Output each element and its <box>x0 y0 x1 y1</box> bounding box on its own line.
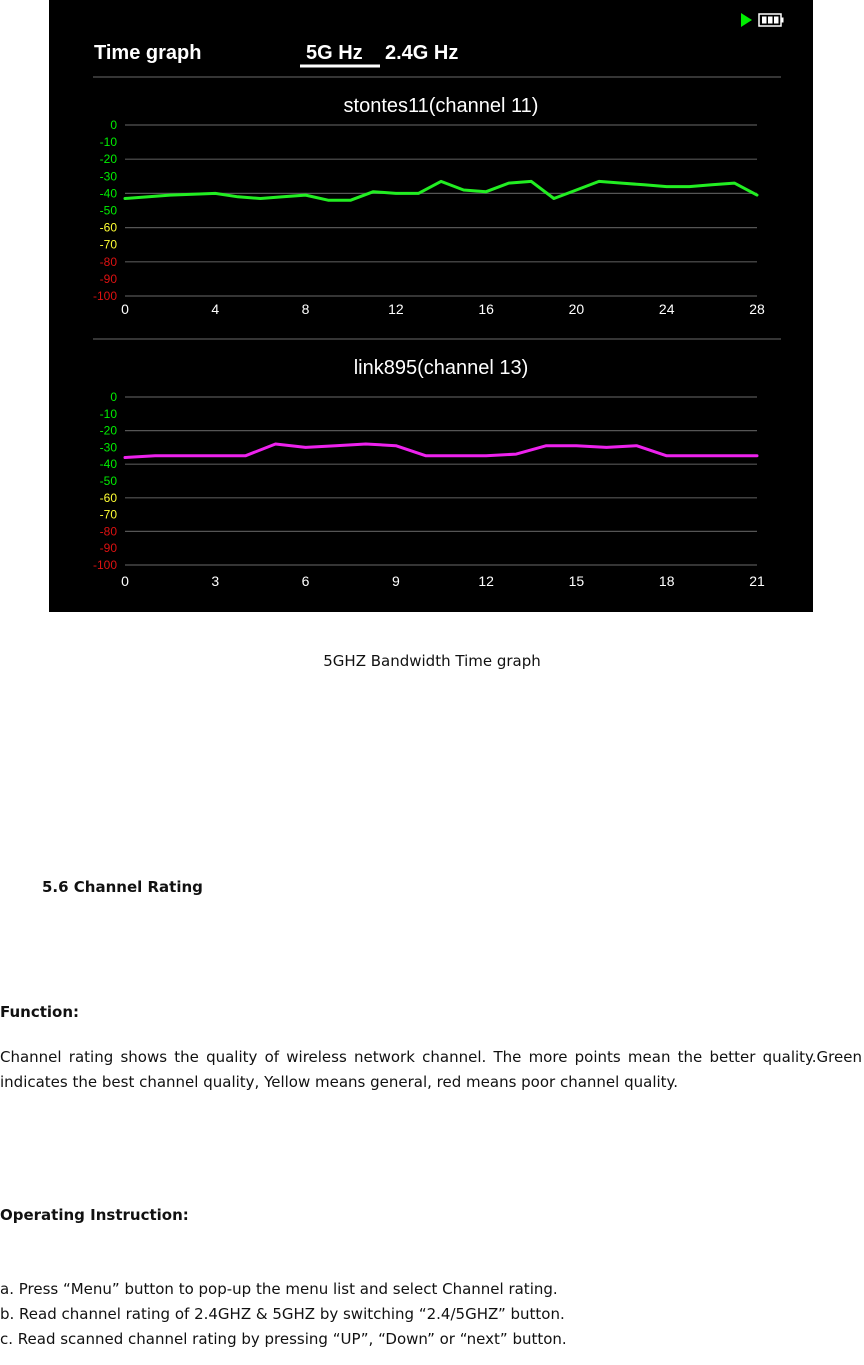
y-tick-label: -100 <box>92 289 117 303</box>
x-tick-label: 15 <box>568 573 585 589</box>
screen-canvas <box>49 0 813 612</box>
y-tick-label: -70 <box>99 237 117 252</box>
y-tick-label: -40 <box>99 457 117 472</box>
chart-title: link895(channel 13) <box>353 357 529 379</box>
instruction-step: a. Press “Menu” button to pop-up the menu list and select Channel rating. <box>0 1280 558 1298</box>
x-tick-label: 8 <box>301 301 310 317</box>
y-tick-label: 0 <box>110 390 117 404</box>
y-tick-label: -40 <box>99 186 117 201</box>
signal-line <box>125 444 757 458</box>
function-heading: Function: <box>0 1003 80 1021</box>
x-tick-label: 28 <box>749 301 765 317</box>
device-screen <box>49 0 813 612</box>
x-tick-label: 0 <box>121 573 129 589</box>
operating-heading: Operating Instruction: <box>0 1206 189 1224</box>
y-tick-label: -60 <box>99 220 117 235</box>
x-tick-label: 12 <box>388 301 404 317</box>
y-tick-label: 0 <box>110 118 117 132</box>
x-tick-label: 4 <box>211 301 220 317</box>
figure-caption: 5GHZ Bandwidth Time graph <box>323 652 541 670</box>
x-tick-label: 12 <box>478 573 494 589</box>
y-tick-label: -50 <box>99 203 117 218</box>
y-tick-label: -20 <box>99 152 117 167</box>
section-title: 5.6 Channel Rating <box>42 878 203 896</box>
y-tick-label: -20 <box>99 423 117 438</box>
x-tick-label: 16 <box>478 301 494 317</box>
x-tick-label: 9 <box>391 573 400 589</box>
tab-2-4ghz[interactable]: 2.4G Hz <box>385 42 459 64</box>
x-tick-label: 0 <box>121 301 129 317</box>
x-tick-label: 24 <box>658 301 675 317</box>
y-tick-label: -60 <box>99 490 117 505</box>
y-tick-label: -90 <box>99 541 117 556</box>
battery-icon <box>759 14 784 26</box>
tab-5ghz[interactable]: 5G Hz <box>306 42 363 64</box>
y-tick-label: -100 <box>92 558 117 572</box>
y-tick-label: -30 <box>99 440 117 455</box>
instruction-step: b. Read channel rating of 2.4GHZ & 5GHZ by switching “2.4/5GHZ” button. <box>0 1305 565 1323</box>
y-tick-label: -70 <box>99 507 117 522</box>
y-tick-label: -10 <box>99 406 117 421</box>
x-tick-label: 21 <box>749 573 765 589</box>
screen-title: Time graph <box>94 42 202 64</box>
y-tick-label: -30 <box>99 169 117 184</box>
x-tick-label: 6 <box>301 573 310 589</box>
function-text: Channel rating shows the quality of wireless network channel. The more points mean the better quality.Green indicates the best channel quality, Yellow means general, red means poor channel quality. <box>0 1048 862 1091</box>
chart-title: stontes11(channel 11) <box>343 95 539 117</box>
y-tick-label: -80 <box>99 254 117 269</box>
instruction-list <box>0 1277 567 1352</box>
x-tick-label: 20 <box>568 301 585 317</box>
y-tick-label: -80 <box>99 524 117 539</box>
y-tick-label: -50 <box>99 474 117 488</box>
y-tick-label: -10 <box>99 135 117 150</box>
y-tick-label: -90 <box>99 271 117 286</box>
x-tick-label: 18 <box>658 573 675 589</box>
signal-line <box>125 181 757 200</box>
play-icon[interactable] <box>741 13 752 27</box>
x-tick-label: 3 <box>211 573 220 589</box>
instruction-step: c. Read scanned channel rating by pressing “UP”, “Down” or “next” button. <box>0 1330 567 1348</box>
